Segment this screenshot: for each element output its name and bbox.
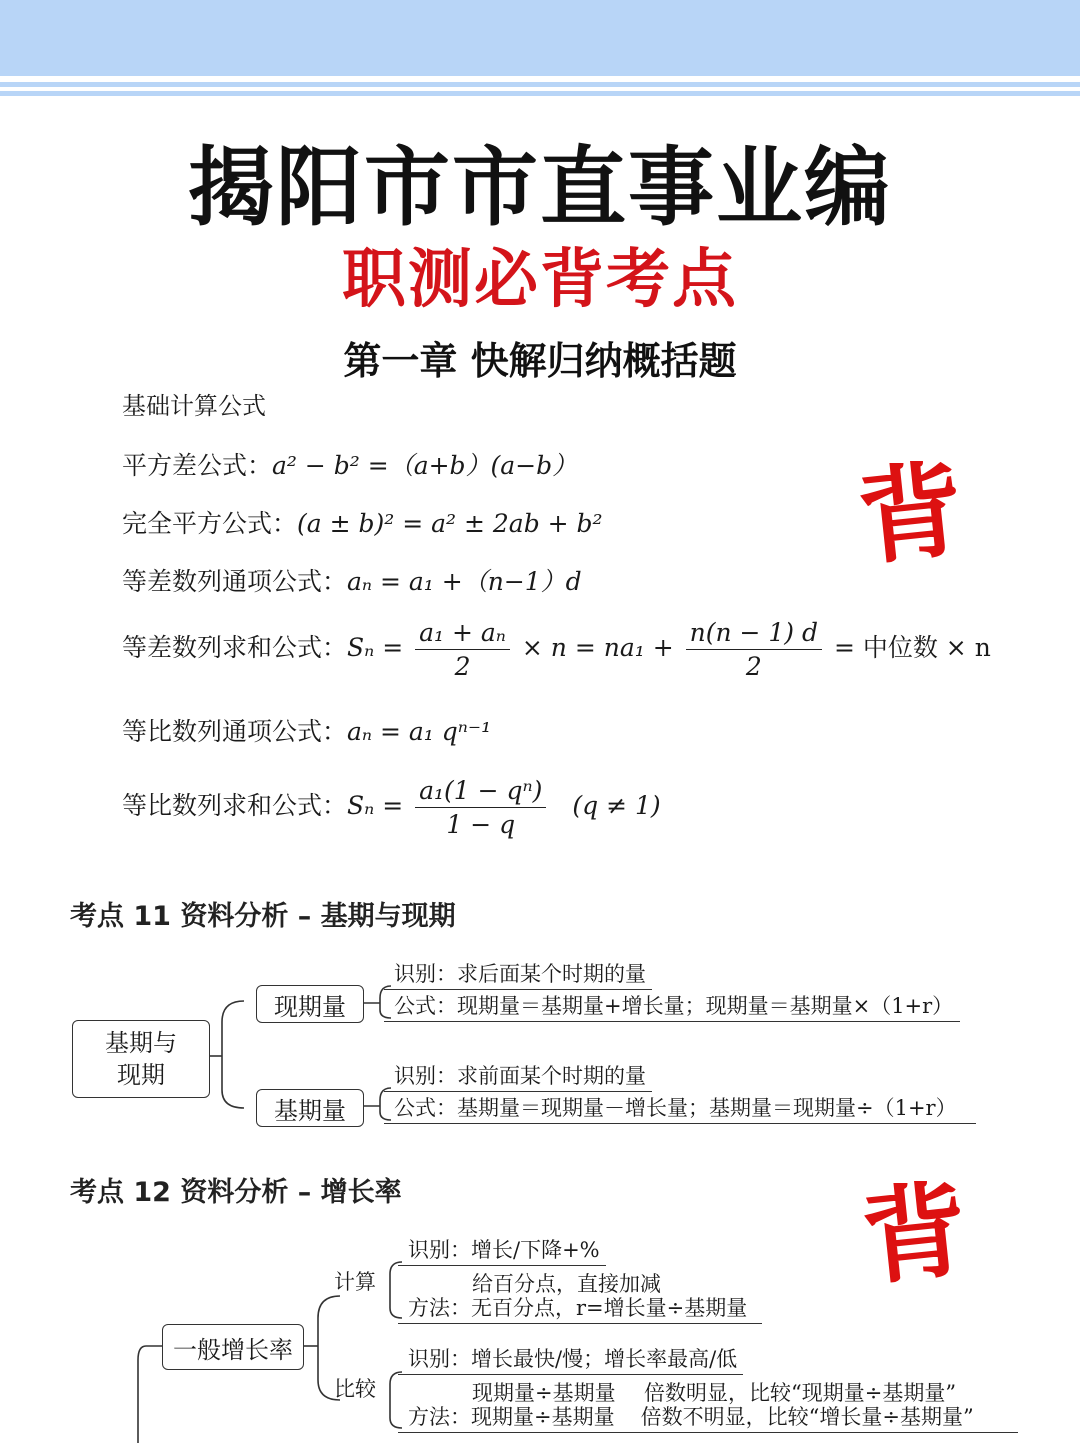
fraction-numerator: n(n − 1) d <box>686 618 822 650</box>
memorize-stamp: 背 <box>852 446 970 581</box>
calc-method-line1: 给百分点，直接加减 <box>472 1272 661 1296</box>
formula-expr: a² − b² =（a+b）(a−b） <box>272 451 578 480</box>
formula-expr: (a ± b)² = a² ± 2ab + b² <box>297 509 603 538</box>
formula-label: 平方差公式： <box>122 451 273 480</box>
formula-condition: (q ≠ 1) <box>572 791 661 820</box>
compare-row2-left: 现期量÷基期量 <box>471 1405 615 1429</box>
formula-expr: aₙ = a₁ +（n−1）d <box>347 567 582 596</box>
calc-method-line2: 无百分点，r=增长量÷基期量 <box>471 1296 748 1320</box>
formula-mid: × n = na₁ + <box>521 633 674 662</box>
compare-row1-right: 倍数明显，比较“现期量÷基期量” <box>644 1381 957 1405</box>
section-11-heading: 考点 11 资料分析 – 基期与现期 <box>70 901 456 932</box>
fraction-numerator: a₁(1 − qⁿ) <box>415 776 546 808</box>
compare-row2-right: 倍数不明显，比较“增长量÷基期量” <box>640 1405 974 1429</box>
node-root-growth-rate: 一般增长率 <box>162 1324 304 1370</box>
fraction-denominator: 2 <box>745 652 762 681</box>
formulas-heading: 基础计算公式 <box>122 392 266 420</box>
node-root-base-current: 基期与 现期 <box>72 1020 210 1098</box>
formula-label: 等比数列求和公式： <box>122 791 348 820</box>
node-base-quantity: 基期量 <box>256 1089 364 1127</box>
formula-label: 完全平方公式： <box>122 509 298 538</box>
formula-lhs: Sₙ = <box>347 633 404 662</box>
section-12-heading: 考点 12 资料分析 – 增长率 <box>70 1177 402 1208</box>
page-title: 揭阳市市直事业编 <box>188 138 892 238</box>
formula-label: 等差数列通项公式： <box>122 567 348 596</box>
compare-identify: 识别：增长最快/慢；增长率最高/低 <box>398 1343 743 1375</box>
fraction-denominator: 2 <box>454 652 471 681</box>
compare-method <box>398 1401 1018 1433</box>
formula-tail: = 中位数 × n <box>833 633 991 662</box>
fraction-numerator: a₁ + aₙ <box>415 618 510 650</box>
fraction-denominator: 1 − q <box>446 810 516 839</box>
base-identify: 识别：求前面某个时期的量 <box>384 1060 652 1092</box>
base-formula: 公式：基期量＝现期量－增长量；基期量＝现期量÷（1+r） <box>384 1092 976 1124</box>
page-subtitle: 职测必背考点 <box>342 243 738 317</box>
calc-method <box>398 1292 762 1324</box>
formula-expr: aₙ = a₁ qⁿ⁻¹ <box>347 717 492 746</box>
chapter-heading: 第一章 快解归纳概括题 <box>343 339 737 383</box>
formula-lhs: Sₙ = <box>347 791 404 820</box>
compare-row1-left: 现期量÷基期量 <box>472 1381 616 1405</box>
memorize-stamp: 背 <box>856 1166 974 1301</box>
node-calc: 计算 <box>334 1270 376 1294</box>
node-compare: 比较 <box>334 1377 376 1401</box>
formula-label: 等差数列求和公式： <box>122 633 348 662</box>
method-prefix: 方法： <box>408 1296 471 1320</box>
node-current-quantity: 现期量 <box>256 985 364 1023</box>
calc-identify: 识别：增长/下降+% <box>398 1234 606 1266</box>
method-prefix: 方法： <box>408 1405 471 1429</box>
formula-label: 等比数列通项公式： <box>122 717 348 746</box>
current-formula: 公式：现期量＝基期量+增长量；现期量＝基期量×（1+r） <box>384 990 960 1022</box>
current-identify: 识别：求后面某个时期的量 <box>384 958 652 990</box>
